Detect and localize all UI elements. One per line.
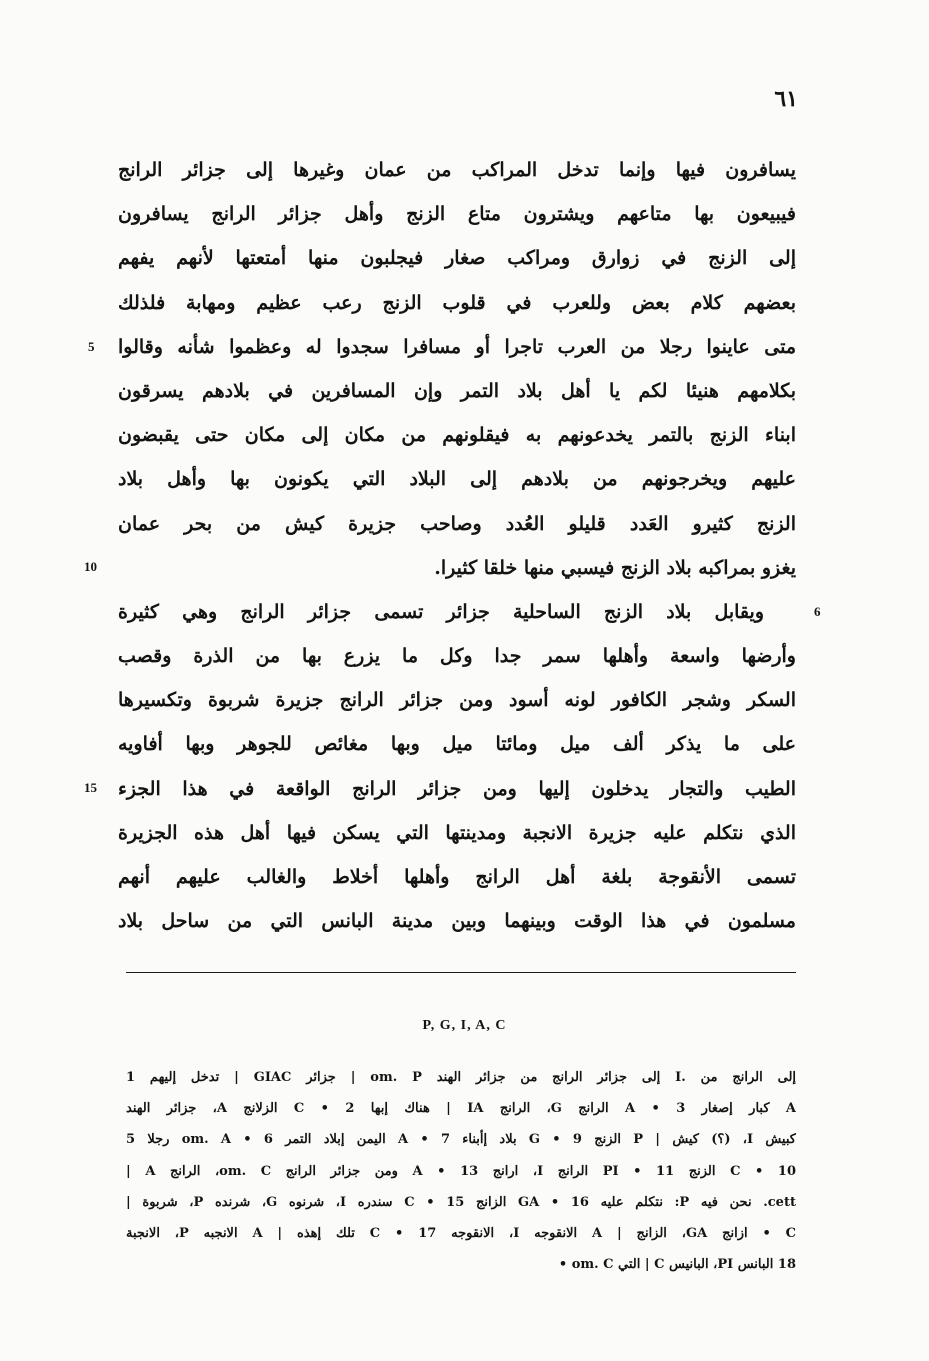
manuscript-sigla: P, G, I, A, C bbox=[422, 1018, 507, 1033]
page-number: ٦١ bbox=[774, 86, 798, 112]
text-line-11: ويقابل بلاد الزنج الساحلية جزائر تسمى جزائر الرانج وهي كثيرة bbox=[118, 600, 764, 623]
margin-line-number-10: 10 bbox=[84, 559, 97, 574]
text-line-16: الذي نتكلم عليه جزيرة الانجبة ومدينتها التي يسكن فيها أهل هذه الجزيرة bbox=[118, 821, 796, 844]
text-line-5: متى عاينوا رجلا من العرب تاجرا أو مسافرا سجدوا له وعظموا شأنه وقالوا bbox=[118, 335, 796, 358]
main-text bbox=[118, 148, 796, 943]
apparatus-line-7: 18 البانس PI، البانيس C | التي om. C • bbox=[558, 1257, 796, 1273]
text-line-18: مسلمون في هذا الوقت وبينهما وبين مدينة البانس التي من ساحل بلاد bbox=[118, 910, 796, 933]
text-line-4: بعضهم كلام بعض وللعرب في قلوب الزنج رعب عظيم ومهابة فلذلك bbox=[118, 291, 796, 314]
footnote-divider bbox=[126, 972, 796, 973]
text-line-8: عليهم ويخرجونهم من بلادهم إلى البلاد التي يكونون بها وأهل بلاد bbox=[118, 468, 796, 491]
text-line-1: يسافرون فيها وإنما تدخل المراكب من عمان وغيرها إلى جزائر الرانج bbox=[118, 159, 796, 181]
text-line-12: وأرضها واسعة وأهلها سمر جدا وكل ما يزرع بها من الذرة وقصب bbox=[118, 645, 796, 668]
apparatus-line-6: C • ازانج GA، الزانج | A الانقوجه I، الانقوجه 17 • C تلك إهذه | A الانجبه P، الانجبة bbox=[126, 1225, 796, 1241]
text-line-13: السكر وشجر الكافور لونه أسود ومن جزائر الرانج جزيرة شربوة وتكسيرها bbox=[118, 689, 796, 712]
margin-line-number-15: 15 bbox=[84, 780, 97, 795]
margin-line-number-5: 5 bbox=[88, 339, 95, 354]
apparatus-line-5: cett. نحن فيه P: نتكلم عليه 16 • GA الزانج 15 • C سندره I، شرنوه G، شرنده P، شربوة | bbox=[126, 1194, 796, 1210]
apparatus-line-4: C • 10 الزنج PI • 11 الرانج I، ارانج A • 13 ومن جزائر الرانج om. C، الرانج A | bbox=[126, 1163, 796, 1179]
apparatus-line-2: A كبار إصغار 3 • A الرانج G، الرانج IA | هناك إبها 2 • C الزلانج A، جزائر الهند bbox=[126, 1101, 796, 1117]
text-line-10: يغزو بمراكبه بلاد الزنج فيسبي منها خلقا كثيرا. bbox=[434, 556, 796, 579]
text-line-2: فيبيعون بها متاعهم ويشترون متاع الزنج وأهل جزائر الرانج يسافرون bbox=[118, 203, 796, 226]
critical-apparatus bbox=[126, 1062, 796, 1280]
text-line-9: الزنج كثيرو العَدد قليلو العُدد وصاحب جزيرة كيش من بحر عمان bbox=[118, 512, 796, 535]
apparatus-line-1: إلى الرانج من .I إلى جزائر الرانج من جزائر الهند om. P | جزائر GIAC | تدخل إليهم 1 bbox=[126, 1070, 796, 1085]
text-line-7: ابناء الزنج بالتمر يخدعونهم به فيقلونهم من مكان إلى مكان حتى يقبضون bbox=[118, 424, 796, 447]
text-line-3: إلى الزنج في زوارق ومراكب صغار فيجلبون منها أمتعتها لأنهم يفهم bbox=[118, 247, 796, 270]
apparatus-line-3: كبيش I، (؟) كيش | P الزنج 9 • G بلاد إأبناء 7 • A اليمن إبلاد التمر 6 • om. A رجلا 5 bbox=[126, 1132, 796, 1148]
text-line-14: على ما يذكر ألف ميل ومائتا ميل وبها مغائص للجوهر وبها أفاويه bbox=[118, 733, 796, 756]
text-line-6: بكلامهم هنيئا لكم يا أهل بلاد التمر وإن المسافرين في بلادهم يسرقون bbox=[118, 379, 796, 402]
text-line-17: تسمى الأنقوجة بلغة أهل الرانج وأهلها أخلاط والغالب عليهم أنهم bbox=[118, 866, 796, 888]
text-line-15: الطيب والتجار يدخلون إليها ومن جزائر الرانج الواقعة في هذا الجزء bbox=[118, 777, 796, 800]
margin-paragraph-number: 6 bbox=[814, 604, 821, 619]
